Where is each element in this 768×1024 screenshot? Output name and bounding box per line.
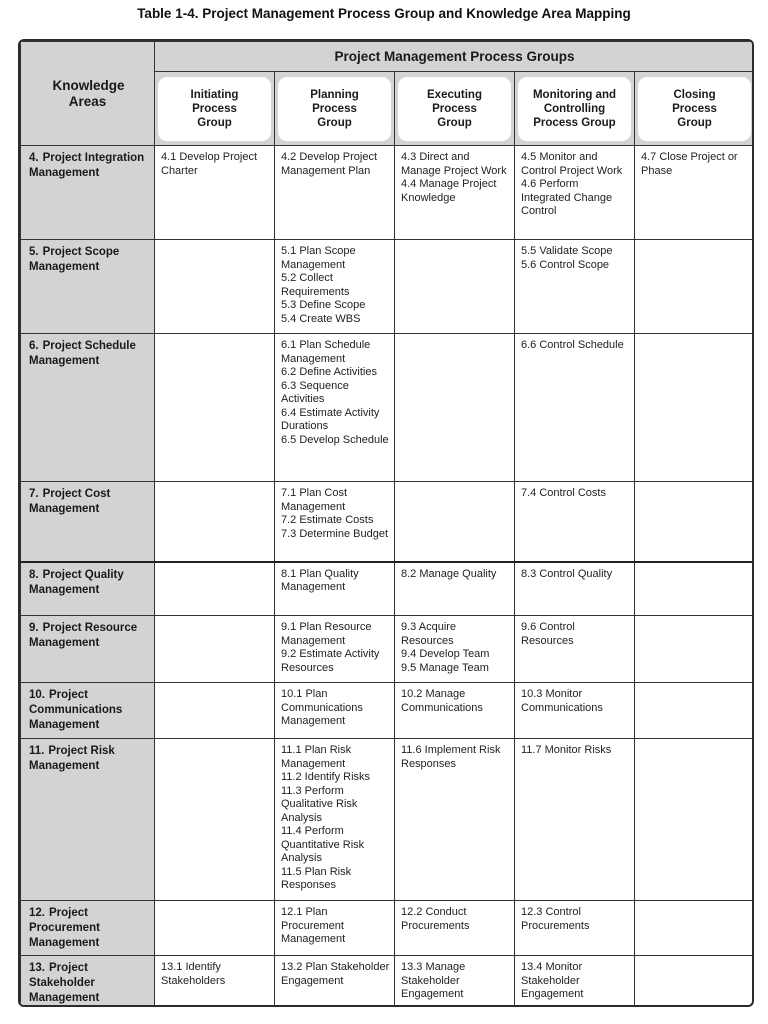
- process-cell-executing: [395, 146, 515, 240]
- process-cell-executing: [395, 901, 515, 956]
- knowledge-area-number: 13.: [29, 962, 45, 974]
- process-cell-monitoring: [515, 901, 635, 956]
- process-cell-monitoring: [515, 146, 635, 240]
- process-cell-executing: [395, 562, 515, 616]
- table-row: [21, 334, 755, 482]
- process-cell-planning: [275, 562, 395, 616]
- table-row: [21, 956, 755, 1008]
- process-list: 4.3 Direct and Manage Project Work 4.4 Manage Project Knowledge: [401, 151, 507, 204]
- process-cell-initiating: [155, 683, 275, 739]
- process-list: 10.1 Plan Communications Management: [281, 688, 363, 727]
- knowledge-area-cell: [21, 240, 155, 334]
- knowledge-area-name: Project Quality Management: [29, 568, 124, 596]
- process-list: 13.3 Manage Stakeholder Engagement: [401, 961, 466, 1000]
- group-label: Monitoring and Controlling Process Group: [532, 89, 617, 129]
- process-cell-planning: [275, 146, 395, 240]
- process-list: 12.3 Control Procurements: [521, 906, 590, 932]
- process-cell-executing: [395, 482, 515, 562]
- process-cell-executing: [395, 739, 515, 901]
- process-list: 11.6 Implement Risk Responses: [401, 744, 501, 770]
- process-list: 7.1 Plan Cost Management 7.2 Estimate Costs 7.3 Determine Budget: [281, 487, 389, 540]
- process-list: 7.4 Control Costs: [521, 487, 606, 499]
- process-list: 13.1 Identify Stakeholders: [161, 961, 226, 987]
- knowledge-area-number: 12.: [29, 907, 45, 919]
- process-cell-executing: [395, 956, 515, 1008]
- process-cell-planning: [275, 739, 395, 901]
- process-list: 9.1 Plan Resource Management 9.2 Estimate Activity Resources: [281, 621, 380, 674]
- process-list: 8.1 Plan Quality Management: [281, 567, 359, 593]
- knowledge-area-cell: [21, 482, 155, 562]
- knowledge-area-cell: [21, 739, 155, 901]
- process-cell-initiating: [155, 240, 275, 334]
- knowledge-area-number: 4.: [29, 152, 39, 164]
- knowledge-area-number: 11.: [29, 745, 45, 757]
- mapping-table-frame: [18, 39, 754, 1007]
- group-header-executing: [395, 72, 515, 146]
- knowledge-area-name: Project Resource Management: [29, 622, 138, 649]
- process-list: 12.2 Conduct Procurements: [401, 906, 470, 932]
- knowledge-area-cell: [21, 562, 155, 616]
- table-caption: Table 1-4. Project Management Process Group and Knowledge Area Mapping: [137, 6, 631, 21]
- knowledge-area-number: 5.: [29, 246, 39, 258]
- table-row: [21, 739, 755, 901]
- process-cell-initiating: [155, 616, 275, 683]
- knowledge-area-number: 10.: [29, 689, 45, 701]
- group-label: Initiating Process Group: [190, 89, 239, 129]
- process-cell-executing: [395, 683, 515, 739]
- knowledge-area-name: Project Schedule Management: [29, 340, 136, 367]
- group-header-closing: [635, 72, 755, 146]
- table-row: [21, 901, 755, 956]
- process-list: 10.3 Monitor Communications: [521, 688, 603, 714]
- process-cell-planning: [275, 482, 395, 562]
- process-cell-closing: [635, 901, 755, 956]
- table-row: [21, 240, 755, 334]
- process-list: 4.1 Develop Project Charter: [161, 151, 257, 177]
- process-cell-closing: [635, 739, 755, 901]
- process-cell-monitoring: [515, 240, 635, 334]
- process-cell-monitoring: [515, 482, 635, 562]
- process-list: 12.1 Plan Procurement Management: [281, 906, 346, 945]
- process-cell-initiating: [155, 562, 275, 616]
- process-list: 5.5 Validate Scope 5.6 Control Scope: [521, 245, 613, 271]
- knowledge-areas-label: Knowledge Areas: [52, 77, 125, 109]
- process-cell-monitoring: [515, 616, 635, 683]
- knowledge-area-cell: [21, 956, 155, 1008]
- process-cell-closing: [635, 482, 755, 562]
- process-cell-executing: [395, 334, 515, 482]
- process-list: 11.7 Monitor Risks: [521, 744, 612, 756]
- process-cell-executing: [395, 616, 515, 683]
- process-mapping-table: [20, 41, 754, 1007]
- process-list: 13.4 Monitor Stakeholder Engagement: [521, 961, 584, 1000]
- process-cell-monitoring: [515, 683, 635, 739]
- knowledge-area-cell: [21, 901, 155, 956]
- group-header-initiating: [155, 72, 275, 146]
- process-list: 4.7 Close Project or Phase: [641, 151, 738, 177]
- knowledge-areas-header: [21, 42, 155, 146]
- process-cell-initiating: [155, 334, 275, 482]
- process-list: 6.6 Control Schedule: [521, 339, 624, 351]
- knowledge-area-name: Project Stakeholder Management: [29, 962, 100, 1004]
- process-cell-initiating: [155, 739, 275, 901]
- knowledge-area-cell: [21, 146, 155, 240]
- process-cell-planning: [275, 956, 395, 1008]
- process-list: 6.1 Plan Schedule Management 6.2 Define Activities 6.3 Sequence Activities 6.4 Estimate Activity Durations 6.5 Develop Schedule: [281, 339, 389, 446]
- process-cell-initiating: [155, 482, 275, 562]
- process-cell-monitoring: [515, 334, 635, 482]
- knowledge-area-number: 8.: [29, 568, 39, 581]
- group-label: Closing Process Group: [672, 89, 717, 129]
- process-cell-monitoring: [515, 739, 635, 901]
- process-cell-planning: [275, 683, 395, 739]
- process-list: 4.5 Monitor and Control Project Work 4.6 Perform Integrated Change Control: [521, 151, 623, 217]
- group-label: Executing Process Group: [427, 89, 482, 129]
- process-list: 8.2 Manage Quality: [401, 567, 497, 580]
- table-row: [21, 616, 755, 683]
- knowledge-area-cell: [21, 616, 155, 683]
- knowledge-area-name: Project Integration Management: [29, 152, 145, 179]
- process-cell-closing: [635, 240, 755, 334]
- knowledge-area-name: Project Scope Management: [29, 246, 120, 273]
- table-row: [21, 562, 755, 616]
- knowledge-area-cell: [21, 334, 155, 482]
- table-row: [21, 146, 755, 240]
- process-list: 8.3 Control Quality: [521, 567, 613, 580]
- knowledge-area-name: Project Risk Management: [29, 745, 115, 772]
- process-cell-closing: [635, 616, 755, 683]
- knowledge-area-name: Project Procurement Management: [29, 907, 100, 949]
- table-row: [21, 482, 755, 562]
- process-cell-planning: [275, 240, 395, 334]
- group-header-planning: [275, 72, 395, 146]
- process-cell-monitoring: [515, 956, 635, 1008]
- process-cell-executing: [395, 240, 515, 334]
- process-cell-planning: [275, 616, 395, 683]
- group-label: Planning Process Group: [310, 89, 359, 129]
- process-cell-closing: [635, 683, 755, 739]
- process-cell-closing: [635, 956, 755, 1008]
- table-row: [21, 683, 755, 739]
- knowledge-area-name: Project Communications Management: [29, 689, 123, 731]
- process-groups-title: Project Management Process Groups: [155, 42, 755, 72]
- knowledge-area-cell: [21, 683, 155, 739]
- group-header-monitoring: [515, 72, 635, 146]
- process-cell-monitoring: [515, 562, 635, 616]
- process-cell-closing: [635, 562, 755, 616]
- process-list: 5.1 Plan Scope Management 5.2 Collect Requirements 5.3 Define Scope 5.4 Create WBS: [281, 245, 366, 325]
- process-list: 11.1 Plan Risk Management 11.2 Identify Risks 11.3 Perform Qualitative Risk Analysis 11.4 Perform Quantitative Risk Analysis 11.5 Plan Risk Responses: [281, 744, 371, 891]
- process-cell-planning: [275, 901, 395, 956]
- process-cell-initiating: [155, 146, 275, 240]
- knowledge-area-number: 9.: [29, 622, 39, 634]
- process-cell-initiating: [155, 901, 275, 956]
- table-body: [21, 146, 755, 1008]
- process-list: 10.2 Manage Communications: [401, 688, 483, 714]
- knowledge-area-name: Project Cost Management: [29, 488, 111, 515]
- knowledge-area-number: 7.: [29, 488, 39, 500]
- process-list: 13.2 Plan Stakeholder Engagement: [281, 961, 390, 987]
- process-list: 9.6 Control Resources: [521, 621, 575, 647]
- process-cell-closing: [635, 146, 755, 240]
- process-cell-closing: [635, 334, 755, 482]
- process-cell-planning: [275, 334, 395, 482]
- process-list: 9.3 Acquire Resources 9.4 Develop Team 9.5 Manage Team: [401, 621, 490, 674]
- process-list: 4.2 Develop Project Management Plan: [281, 151, 377, 177]
- process-cell-initiating: [155, 956, 275, 1008]
- knowledge-area-number: 6.: [29, 340, 39, 352]
